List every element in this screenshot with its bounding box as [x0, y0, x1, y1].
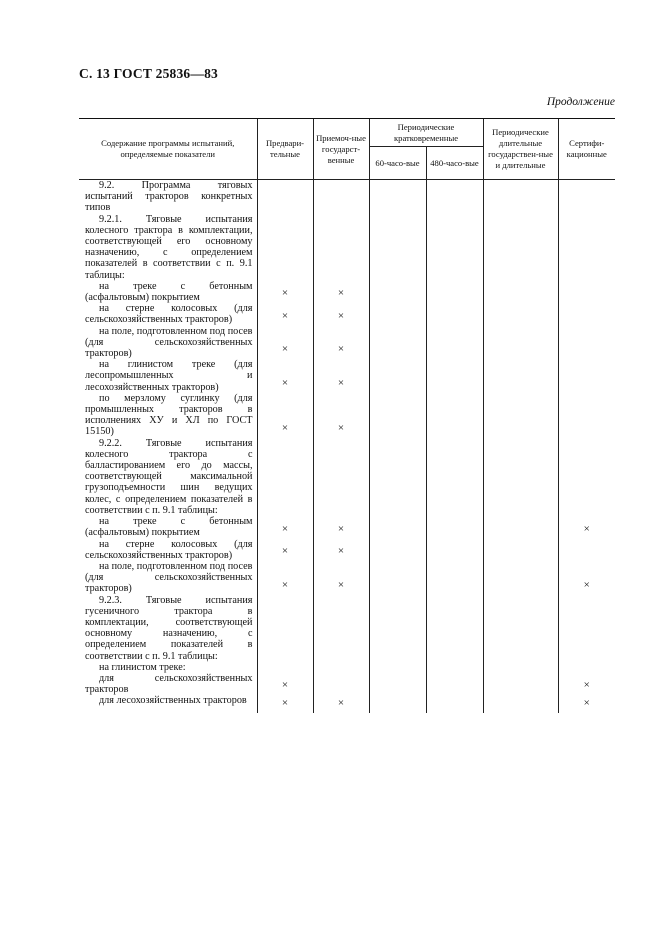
mark-cell	[369, 539, 426, 561]
mark-cell: ×	[313, 359, 369, 393]
mark-cell	[369, 561, 426, 595]
mark-cell	[558, 662, 615, 673]
row-description: для сельскохозяйственных тракторов	[85, 672, 253, 696]
mark-cell	[426, 516, 483, 538]
mark-cell	[369, 326, 426, 360]
mark-cell: ×	[313, 561, 369, 595]
mark-cell	[483, 673, 558, 695]
table-row	[79, 214, 615, 281]
mark-cell	[313, 180, 369, 214]
mark-cell	[558, 393, 615, 438]
mark-cell	[257, 662, 313, 673]
col-header-acceptance-state: Приемоч-ные государст-венные	[313, 119, 369, 180]
mark-cell	[483, 393, 558, 438]
mark-cell	[257, 438, 313, 516]
mark-cell: ×	[313, 695, 369, 713]
col-header-certification: Сертифи-кационные	[558, 119, 615, 180]
mark-cell	[426, 326, 483, 360]
mark-cell	[483, 303, 558, 325]
mark-cell	[426, 673, 483, 695]
mark-cell	[558, 180, 615, 214]
mark-cell	[426, 662, 483, 673]
mark-cell	[558, 326, 615, 360]
mark-cell	[426, 695, 483, 713]
row-description: на поле, подготовленном под посев (для сельскохозяйственных тракторов)	[85, 560, 253, 595]
row-description: на треке с бетонным (асфальтовым) покрытием	[85, 280, 253, 304]
row-description: на поле, подготовленном под посев (для сельскохозяйственных тракторов)	[85, 325, 253, 360]
col-header-content: Содержание программы испытаний, определяемые показатели	[79, 119, 257, 180]
col-header-periodic-long: Периодические длительные государствен-ные и длительные	[483, 119, 558, 180]
mark-cell	[369, 662, 426, 673]
mark-cell: ×	[257, 303, 313, 325]
mark-cell	[483, 180, 558, 214]
mark-cell: ×	[257, 539, 313, 561]
mark-cell	[369, 359, 426, 393]
table-row	[79, 673, 615, 695]
mark-cell	[257, 595, 313, 662]
mark-cell	[369, 438, 426, 516]
mark-cell: ×	[313, 326, 369, 360]
mark-cell: ×	[558, 561, 615, 595]
mark-cell	[313, 595, 369, 662]
mark-cell	[483, 281, 558, 303]
mark-cell	[426, 438, 483, 516]
mark-cell	[483, 359, 558, 393]
table-row	[79, 662, 615, 673]
mark-cell	[369, 281, 426, 303]
table-row	[79, 695, 615, 713]
mark-cell	[369, 214, 426, 281]
mark-cell	[483, 539, 558, 561]
mark-cell	[313, 214, 369, 281]
mark-cell: ×	[313, 281, 369, 303]
mark-cell: ×	[257, 695, 313, 713]
mark-cell	[426, 303, 483, 325]
mark-cell	[483, 595, 558, 662]
mark-cell: ×	[257, 673, 313, 695]
mark-cell	[426, 281, 483, 303]
mark-cell	[558, 595, 615, 662]
mark-cell	[483, 561, 558, 595]
table-row	[79, 359, 615, 393]
mark-cell	[369, 303, 426, 325]
mark-cell	[558, 303, 615, 325]
mark-cell	[558, 281, 615, 303]
mark-cell	[369, 393, 426, 438]
mark-cell	[369, 673, 426, 695]
row-description: на глинистом треке:	[99, 661, 186, 673]
col-header-60-hours: 60-часо-вые	[369, 147, 426, 180]
table-row	[79, 595, 615, 662]
row-description: на стерне колосовых (для сельскохозяйственных тракторов)	[85, 303, 253, 326]
mark-cell: ×	[313, 516, 369, 538]
mark-cell: ×	[257, 561, 313, 595]
mark-cell	[313, 438, 369, 516]
row-description: на глинистом треке (для лесопромышленных и лесохозяйственных тракторов)	[85, 359, 253, 393]
mark-cell	[483, 516, 558, 538]
mark-cell	[313, 673, 369, 695]
mark-cell	[426, 393, 483, 438]
mark-cell	[558, 539, 615, 561]
table-row	[79, 516, 615, 538]
mark-cell	[426, 561, 483, 595]
mark-cell: ×	[558, 695, 615, 713]
table-row	[79, 561, 615, 595]
mark-cell	[426, 180, 483, 214]
mark-cell	[483, 214, 558, 281]
mark-cell: ×	[313, 539, 369, 561]
mark-cell	[426, 539, 483, 561]
col-header-480-hours: 480-часо-вые	[426, 147, 483, 180]
mark-cell	[426, 595, 483, 662]
page-header: С. 13 ГОСТ 25836—83	[79, 66, 218, 81]
row-description: 9.2.2. Тяговые испытания колесного трактора с балластированием его до массы, соответствующей максимальной грузоподъемности шин ведущих колес, с определением показателей в соответствии с п. 9.1 таблицы:	[85, 437, 253, 516]
mark-cell	[369, 180, 426, 214]
mark-cell: ×	[257, 516, 313, 538]
col-header-periodic-short: Периодические кратковременные	[369, 119, 483, 147]
mark-cell	[483, 438, 558, 516]
table-row	[79, 326, 615, 360]
mark-cell: ×	[257, 281, 313, 303]
row-description: на треке с бетонным (асфальтовым) покрытием	[85, 516, 253, 539]
row-description: 9.2.1. Тяговые испытания колесного трактора в комплектации, соответствующей его основному назначению, с определением показателей в соответствии с п. 9.1 таблицы:	[85, 213, 253, 281]
table-row	[79, 393, 615, 438]
row-description: по мерзлому суглинку (для промышленных тракторов в исполнениях ХУ и ХЛ по ГОСТ 15150)	[85, 392, 253, 438]
mark-cell	[483, 662, 558, 673]
mark-cell	[483, 326, 558, 360]
mark-cell	[426, 359, 483, 393]
test-program-table	[79, 118, 615, 713]
continuation-label: Продолжение	[546, 96, 615, 108]
table-row	[79, 438, 615, 516]
row-description: 9.2. Программа тяговых испытаний тракторов конкретных типов	[85, 180, 253, 214]
table-row	[79, 303, 615, 325]
mark-cell	[369, 695, 426, 713]
row-description: на стерне колосовых (для сельскохозяйственных тракторов)	[85, 538, 253, 561]
table-row	[79, 180, 615, 214]
mark-cell	[257, 180, 313, 214]
mark-cell	[558, 214, 615, 281]
mark-cell: ×	[558, 516, 615, 538]
mark-cell	[483, 695, 558, 713]
mark-cell: ×	[257, 359, 313, 393]
row-description: для лесохозяйственных тракторов	[99, 695, 247, 707]
mark-cell: ×	[558, 673, 615, 695]
mark-cell	[369, 516, 426, 538]
mark-cell	[313, 662, 369, 673]
mark-cell: ×	[257, 326, 313, 360]
mark-cell	[369, 595, 426, 662]
col-header-preliminary: Предвари-тельные	[257, 119, 313, 180]
mark-cell	[558, 359, 615, 393]
mark-cell	[257, 214, 313, 281]
mark-cell: ×	[313, 303, 369, 325]
mark-cell	[558, 438, 615, 516]
mark-cell: ×	[257, 393, 313, 438]
mark-cell: ×	[313, 393, 369, 438]
row-description: 9.2.3. Тяговые испытания гусеничного трактора в комплектации, соответствующей основному назначению, с определением показателей в соответствии с п. 9.1 таблицы:	[85, 594, 253, 662]
table-row	[79, 539, 615, 561]
mark-cell	[426, 214, 483, 281]
table-row	[79, 281, 615, 303]
